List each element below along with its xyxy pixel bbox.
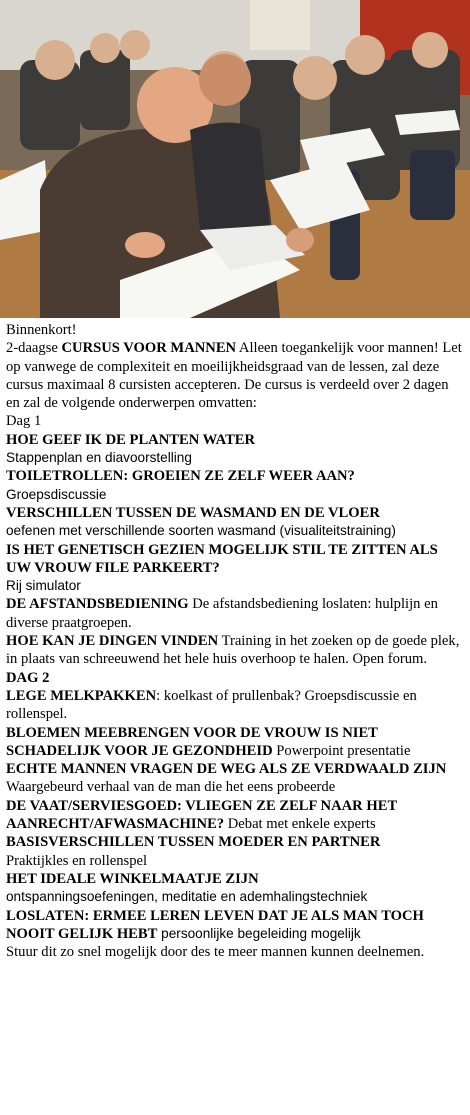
topic-title: IS HET GENETISCH GEZIEN MOGELIJK STIL TE ZITTEN ALS UW VROUW FILE PARKEERT? [6, 541, 438, 576]
topic-title: TOILETROLLEN: GROEIEN ZE ZELF WEER AAN? [6, 468, 355, 485]
classroom-photo [0, 0, 470, 318]
course-announcement [0, 318, 470, 961]
announcement-heading: Binnenkort! [6, 322, 77, 338]
topic-entry: DE VAAT/SERVIESGOED: VLIEGEN ZE ZELF NAAR HET AANRECHT/AFWASMACHINE? Debat met enkele experts [6, 797, 397, 833]
topic-entry: ECHTE MANNEN VRAGEN DE WEG ALS ZE VERDWAALD ZIJN Waargebeurd verhaal van de man die het eens probeerde [6, 761, 447, 796]
topic-title: BASISVERSCHILLEN TUSSEN MOEDER EN PARTNER [6, 834, 381, 851]
topic-desc: Praktijkles en rollenspel [6, 852, 148, 869]
topic-title: HOE GEEF IK DE PLANTEN WATER [6, 431, 256, 448]
topic-entry: DE AFSTANDSBEDIENING De afstandsbediening loslaten: hulplijn en diverse praatgroepen. [6, 596, 438, 631]
topic-entry: HOE KAN JE DINGEN VINDEN Training in het zoeken op de goede plek, in plaats van schreeuwend het hele huis overhoop te halen. Open forum. [6, 633, 460, 668]
topic-desc: oefenen met verschillende soorten wasmand (visualiteitstraining) [6, 523, 396, 539]
closing-text: Stuur dit zo snel mogelijk door des te meer mannen kunnen deelnemen. [6, 944, 425, 961]
day1-label: Dag 1 [6, 413, 42, 430]
topic-entry: LEGE MELKPAKKEN: koelkast of prullenbak? Groepsdiscussie en rollenspel. [6, 687, 417, 723]
intro-paragraph: 2-daagse CURSUS VOOR MANNEN Alleen toegankelijk voor mannen! Let op vanwege de complexiteit en moeilijkheidsgraad van de lessen, zal deze cursus maximaal 8 cursisten accepteren. De cursus is verdeeld over 2 dagen en zal de volgende onderwerpen omvatten: [6, 340, 462, 412]
topic-entry: BLOEMEN MEEBRENGEN VOOR DE VROUW IS NIET SCHADELIJK VOOR JE GEZONDHEID Powerpoint presentatie [6, 724, 411, 759]
topic-desc: ontspanningsoefeningen, meditatie en ademhalingstechniek [6, 889, 368, 905]
topic-desc: Rij simulator [6, 578, 81, 594]
day2-label: DAG 2 [6, 669, 50, 686]
topic-title: VERSCHILLEN TUSSEN DE WASMAND EN DE VLOER [6, 504, 380, 521]
topic-entry: LOSLATEN: ERMEE LEREN LEVEN DAT JE ALS MAN TOCH NOOIT GELIJK HEBT persoonlijke begeleiding mogelijk [6, 907, 424, 942]
topic-desc: Stappenplan en diavoorstelling [6, 450, 192, 466]
topic-desc: Groepsdiscussie [6, 486, 107, 502]
topic-title: HET IDEALE WINKELMAATJE ZIJN [6, 870, 259, 887]
